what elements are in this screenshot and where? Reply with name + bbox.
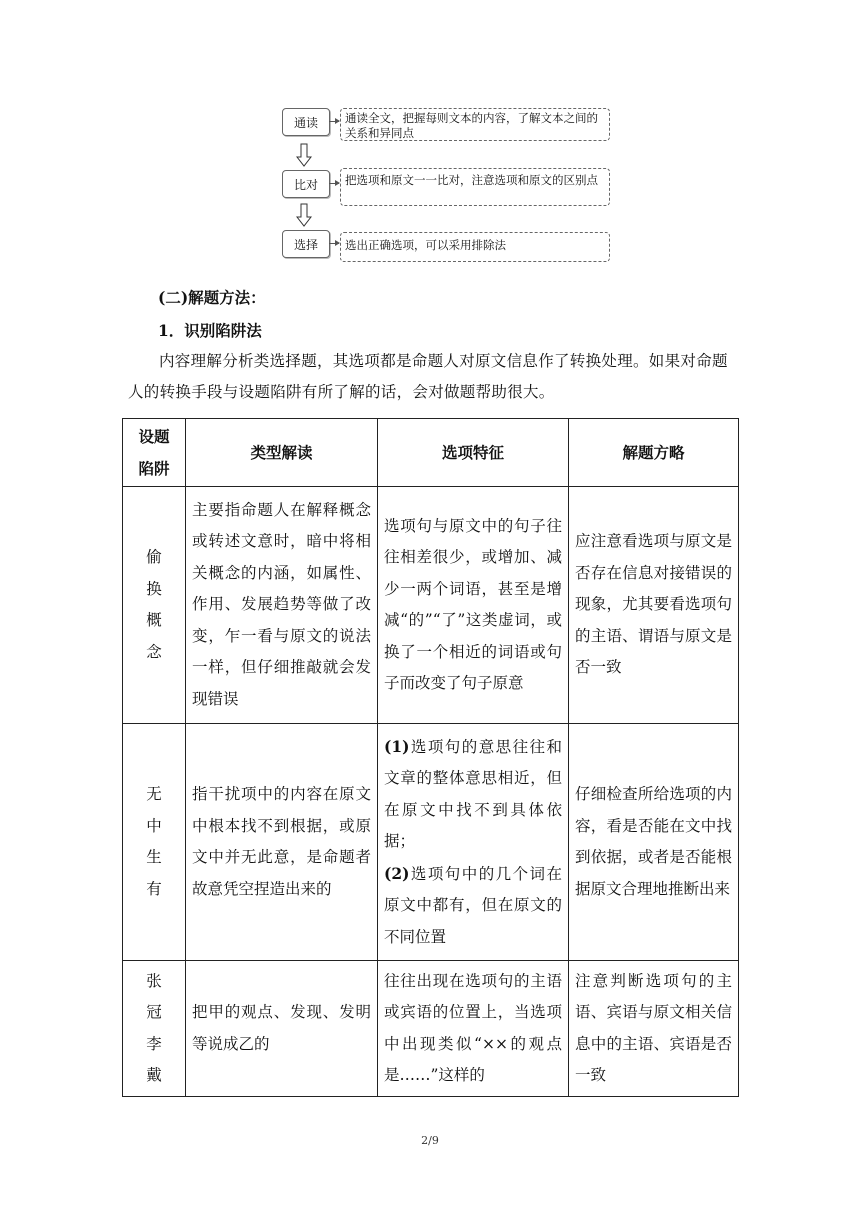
flow-step-choose: [282, 230, 330, 258]
table-row: [123, 487, 739, 724]
flow-step-desc: 选出正确选项，可以采用排除法: [340, 232, 610, 262]
down-arrow-icon: [296, 203, 312, 227]
trap-name: 无中生有: [123, 724, 186, 961]
type-cell: 把甲的观点、发现、发明等说成乙的: [186, 961, 378, 1097]
header-feature: 选项特征: [378, 419, 569, 487]
flow-step-desc: 把选项和原文一一比对，注意选项和原文的区别点: [340, 168, 610, 206]
flow-step-label: 比对: [293, 177, 318, 192]
trap-name: 张冠李戴: [123, 961, 186, 1097]
arrow-right-icon: [329, 183, 339, 184]
page-number: 2/9: [421, 1134, 439, 1147]
header-type: 类型解读: [186, 419, 378, 487]
flow-step-compare: [282, 170, 330, 198]
table-row: [123, 961, 739, 1097]
feature-item-text: 选项句中的几个词在原文中都有，但在原文的不同位置: [384, 864, 562, 946]
feature-item-text: 选项句的意思往往和文章的整体意思相近，但在原文中找不到具体依据；: [384, 737, 562, 851]
trap-name: 偷换概念: [123, 487, 186, 724]
feature-item-number: (1): [384, 736, 410, 756]
strategy-cell: 仔细检查所给选项的内容，看是否能在文中找到依据，或者是否能根据原文合理地推断出来: [569, 724, 739, 961]
feature-item-number: (2): [384, 863, 410, 883]
strategy-cell: 应注意看选项与原文是否存在信息对接错误的现象，尤其要看选项句的主语、谓语与原文是否一致: [569, 487, 739, 724]
flow-step-label: 通读: [293, 115, 318, 130]
method-subheading: 1．识别陷阱法: [158, 321, 262, 340]
section-heading: (二)解题方法：: [158, 288, 266, 307]
header-strategy: 解题方略: [569, 419, 739, 487]
feature-cell: 选项句与原文中的句子往往相差很少，或增加、减少一两个词语，甚至是增减“的”“了”这类虚词，或换了一个相近的词语或句子而改变了句子原意: [378, 487, 569, 724]
flow-step-label: 选择: [293, 237, 318, 252]
intro-paragraph: 内容理解分析类选择题，其选项都是命题人对原文信息作了转换处理。如果对命题人的转换手段与设题陷阱有所了解的话，会对做题帮助很大。: [128, 352, 728, 401]
arrow-right-icon: [329, 243, 339, 244]
down-arrow-icon: [296, 143, 312, 167]
arrow-right-icon: [329, 121, 339, 122]
type-cell: 主要指命题人在解释概念或转述文意时，暗中将相关概念的内涵，如属性、作用、发展趋势等做了改变，乍一看与原文的说法一样，但仔细推敲就会发现错误: [186, 487, 378, 724]
table-row: [123, 724, 739, 961]
trap-table: [122, 418, 739, 1097]
type-cell: 指干扰项中的内容在原文中根本找不到根据，或原文中并无此意，是命题者故意凭空捏造出来的: [186, 724, 378, 961]
method-flow-diagram: [282, 108, 612, 264]
strategy-cell: 注意判断选项句的主语、宾语与原文相关信息中的主语、宾语是否一致: [569, 961, 739, 1097]
feature-cell: 往往出现在选项句的主语或宾语的位置上，当选项中出现类似“××的观点是……”这样的: [378, 961, 569, 1097]
feature-cell: [378, 724, 569, 961]
flow-step-read: [282, 108, 330, 136]
flow-step-desc: 通读全文，把握每则文本的内容，了解文本之间的关系和异同点: [340, 108, 610, 141]
header-trap: 设题陷阱: [123, 419, 186, 487]
table-header-row: [123, 419, 739, 487]
